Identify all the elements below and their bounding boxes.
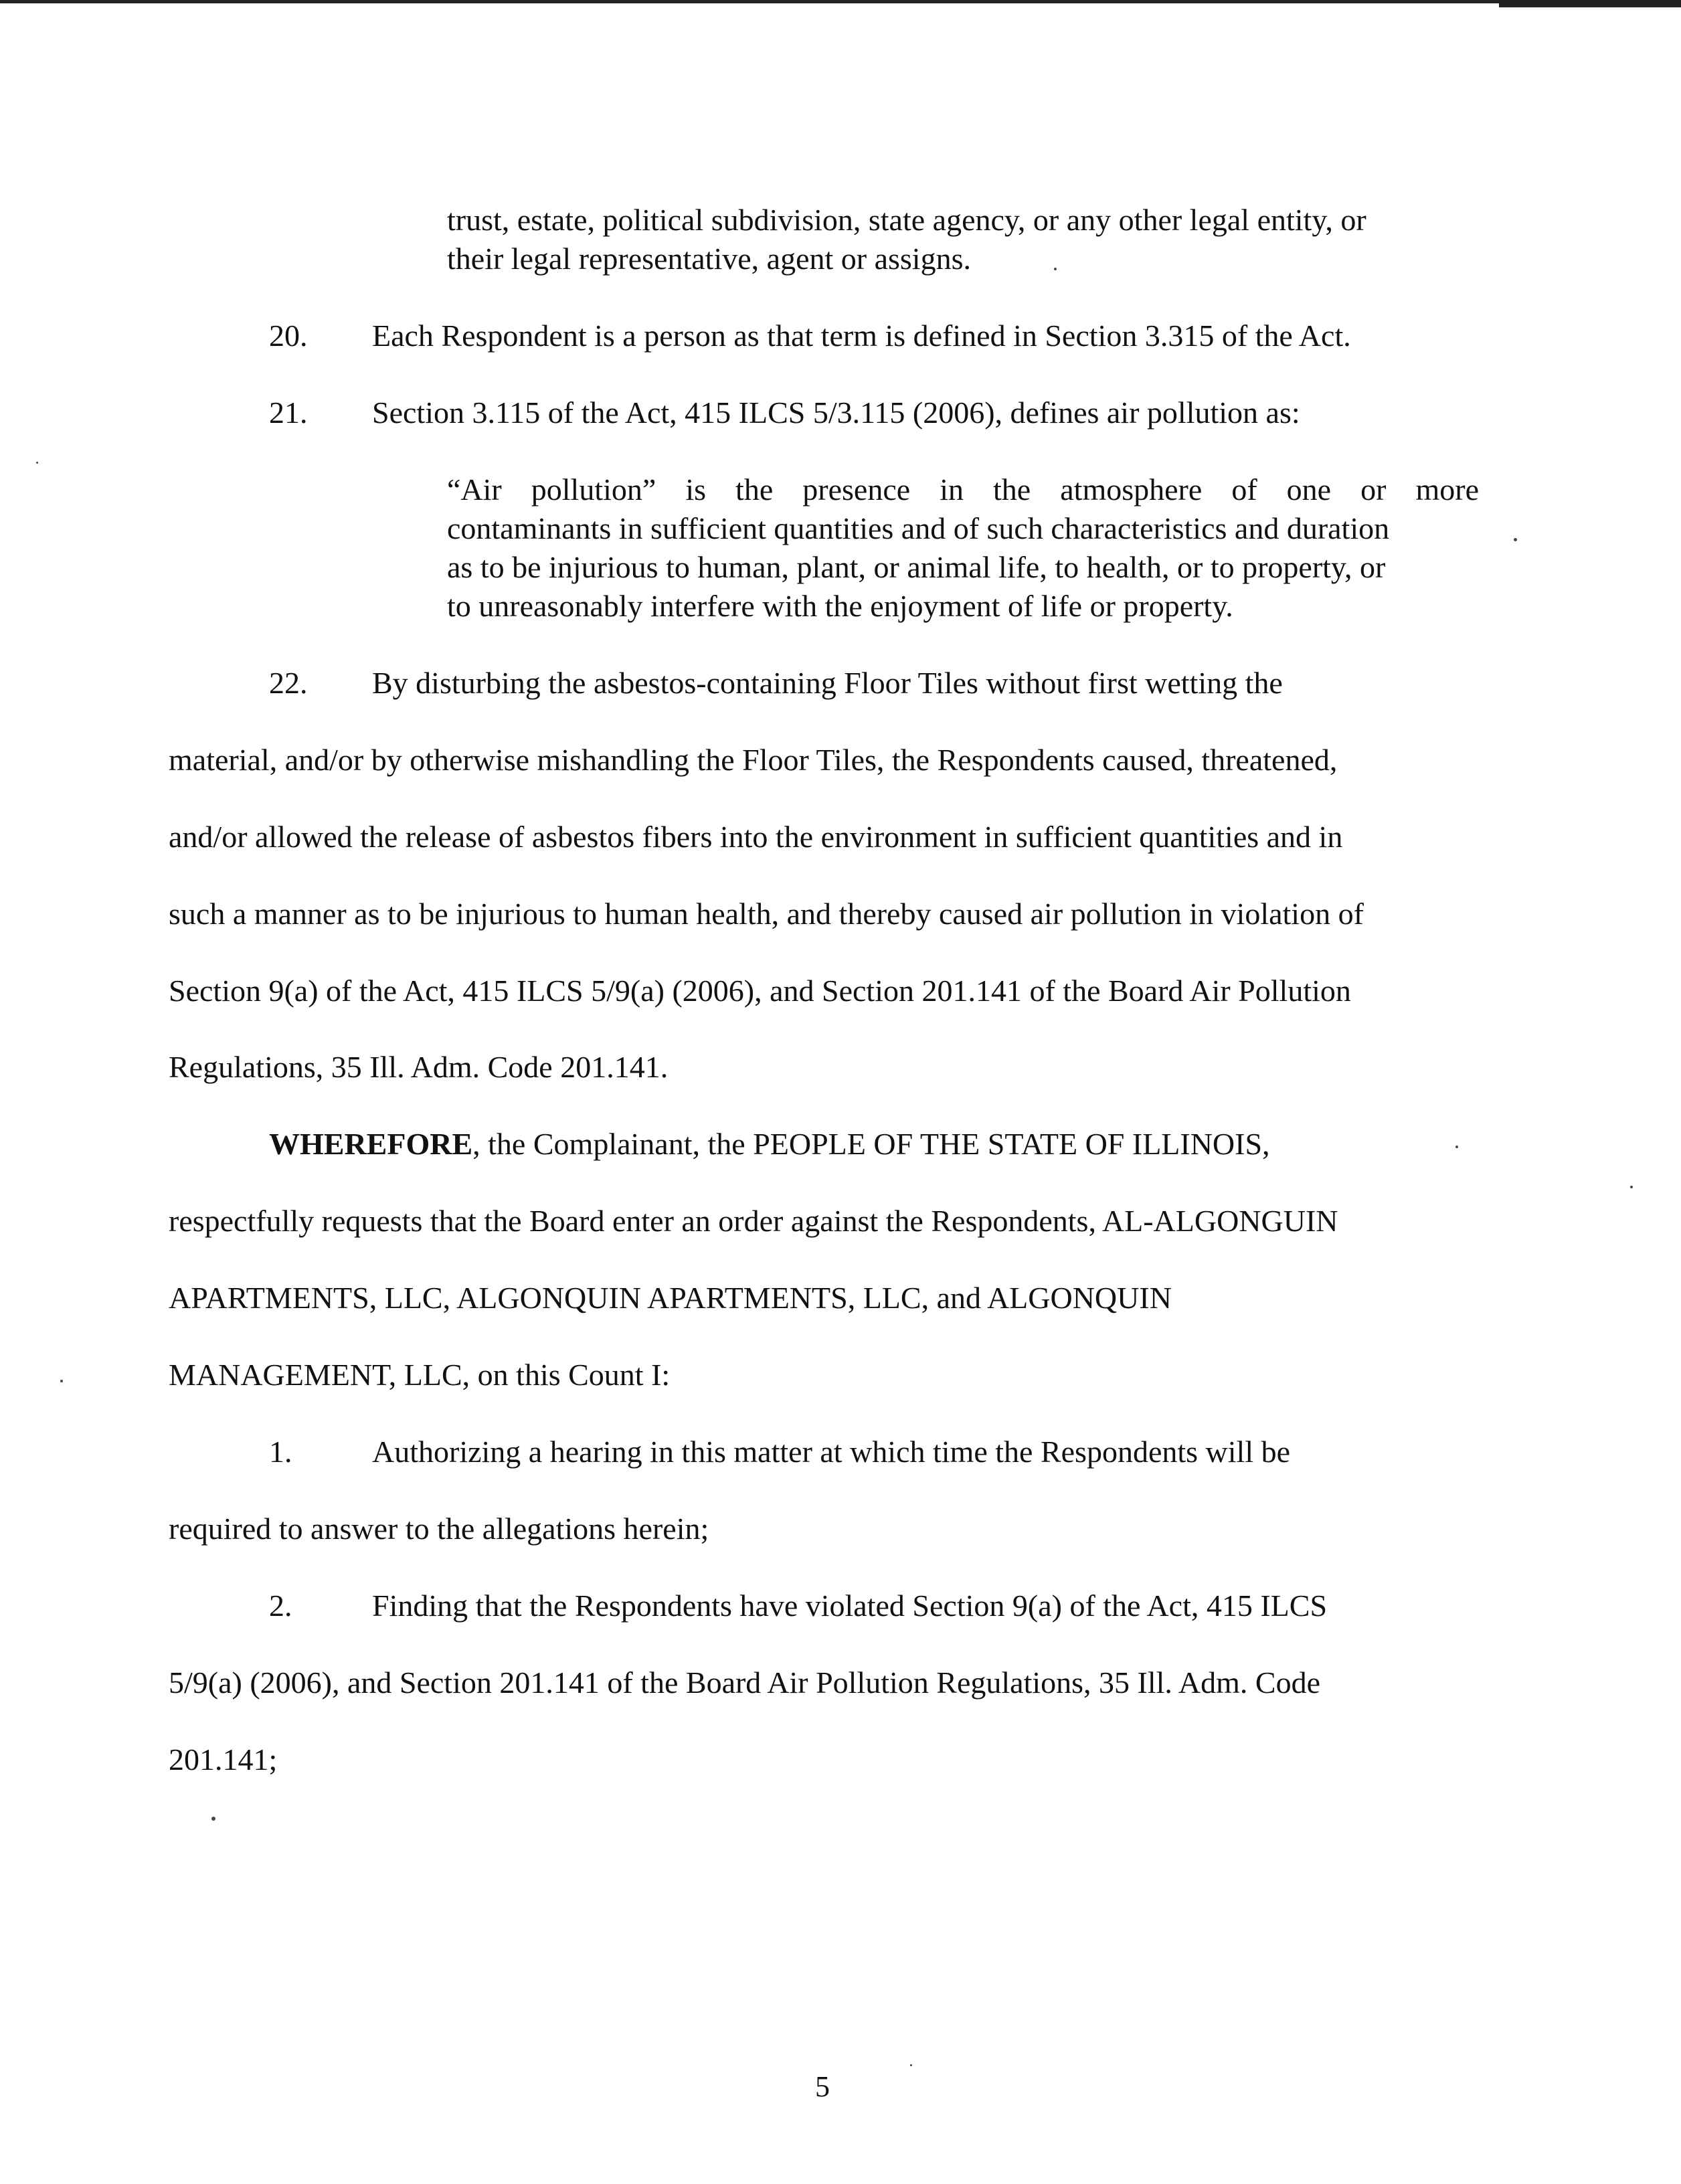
top-border-rule-thick — [1499, 0, 1681, 7]
quote-line-3: as to be injurious to human, plant, or animal life, to health, or to property, or — [447, 550, 1386, 584]
wherefore-first-line-rest: , the Complainant, the PEOPLE OF THE STATE OF ILLINOIS, — [472, 1127, 1270, 1161]
scan-speck — [1054, 268, 1057, 270]
wherefore-bold-word: WHEREFORE — [269, 1127, 473, 1161]
wherefore-line-4: MANAGEMENT, LLC, on this Count I: — [169, 1358, 671, 1392]
paragraph-21-text: Section 3.115 of the Act, 415 ILCS 5/3.115 (2006), defines air pollution as: — [372, 395, 1300, 430]
paragraph-22-first-line: By disturbing the asbestos-containing Floor Tiles without first wetting the — [372, 666, 1283, 700]
paragraph-20-text: Each Respondent is a person as that term is defined in Section 3.315 of the Act. — [372, 318, 1351, 353]
relief-2-line-2: 5/9(a) (2006), and Section 201.141 of the Board Air Pollution Regulations, 35 Ill. Adm. Code — [169, 1665, 1320, 1700]
paragraph-22-line-2: material, and/or by otherwise mishandling the Floor Tiles, the Respondents caused, threatened, — [169, 743, 1338, 777]
quote-line-2: contaminants in sufficient quantities and of such characteristics and duration — [447, 511, 1390, 545]
paragraph-21-number: 21. — [269, 395, 308, 430]
paragraph-20-number: 20. — [269, 318, 308, 353]
relief-2-line-3: 201.141; — [169, 1742, 278, 1777]
paragraph-22-line-5: Section 9(a) of the Act, 415 ILCS 5/9(a) (2006), and Section 201.141 of the Board Air Pollution — [169, 974, 1351, 1008]
relief-1-number: 1. — [269, 1435, 292, 1469]
page-number: 5 — [815, 2070, 830, 2103]
scan-speck — [60, 1380, 63, 1382]
scan-speck — [1514, 538, 1517, 541]
relief-2-first-line: Finding that the Respondents have violated Section 9(a) of the Act, 415 ILCS — [372, 1588, 1328, 1623]
scan-speck — [1630, 1186, 1633, 1188]
paragraph-22-line-3: and/or allowed the release of asbestos fibers into the environment in sufficient quantities and in — [169, 820, 1343, 854]
wherefore-line-2: respectfully requests that the Board enter an order against the Respondents, AL-ALGONGUIN — [169, 1204, 1338, 1238]
relief-1-line-2: required to answer to the allegations herein; — [169, 1512, 709, 1546]
scan-speck — [211, 1817, 215, 1821]
relief-2-number: 2. — [269, 1588, 292, 1623]
paragraph-22-line-6: Regulations, 35 Ill. Adm. Code 201.141. — [169, 1050, 669, 1084]
paragraph-22-number: 22. — [269, 666, 308, 700]
quote-line-1: “Air pollution” is the presence in the atmosphere of one or more — [447, 472, 1479, 507]
scan-speck — [910, 2064, 912, 2066]
top-border-rule — [0, 0, 1681, 3]
quote-line-4: to unreasonably interfere with the enjoyment of life or property. — [447, 589, 1233, 623]
scan-speck — [1455, 1146, 1458, 1148]
wherefore-line-3: APARTMENTS, LLC, ALGONQUIN APARTMENTS, LLC, and ALGONQUIN — [169, 1281, 1172, 1315]
relief-1-first-line: Authorizing a hearing in this matter at which time the Respondents will be — [372, 1435, 1291, 1469]
continuation-line-1: trust, estate, political subdivision, state agency, or any other legal entity, or — [447, 203, 1366, 237]
continuation-line-2: their legal representative, agent or assigns. — [447, 242, 971, 276]
paragraph-22-line-4: such a manner as to be injurious to human health, and thereby caused air pollution in violation of — [169, 897, 1364, 931]
wherefore-first-line — [269, 1125, 1270, 1164]
scan-speck — [36, 462, 38, 464]
